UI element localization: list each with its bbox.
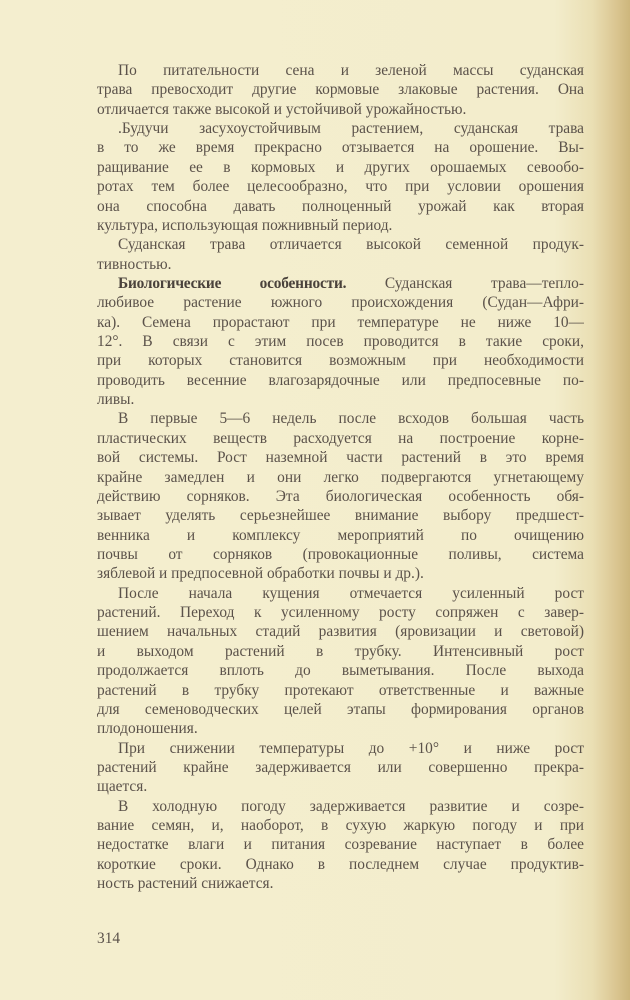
line-text: щается.: [97, 778, 148, 796]
text-line: [97, 371, 584, 390]
text-line: [97, 874, 584, 893]
line-text: трава превосходит другие кормовые злаковые растения. Она: [97, 81, 584, 99]
text-line: [97, 506, 584, 525]
text-line: [97, 700, 584, 719]
line-text: 12°. В связи с этим посев проводится в такие сроки,: [97, 333, 584, 351]
line-text: любивое растение южного происхождения (Судан—Афри-: [97, 294, 584, 312]
text-line: [97, 487, 584, 506]
text-line: [97, 622, 584, 641]
text-line: [97, 61, 584, 80]
text-line: [97, 777, 584, 796]
line-text: почвы от сорняков (провокационные поливы, система: [97, 545, 584, 563]
line-text: ливы.: [97, 391, 135, 409]
text-line: [97, 80, 584, 99]
line-text: продолжается вплоть до выметывания. После выхода: [97, 662, 584, 680]
line-text: крайне замедлен и они легко подвергаются угнетающему: [97, 468, 584, 486]
line-text: пластических веществ расходуется на построение корне-: [97, 429, 584, 447]
line-text: После начала кущения отмечается усиленный рост: [118, 584, 584, 602]
text-line: [97, 448, 584, 467]
text-line: [97, 235, 584, 254]
line-text: отличается также высокой и устойчивой урожайностью.: [97, 100, 467, 118]
line-text: растений в трубку протекают ответственные и важные: [97, 681, 584, 699]
paragraph: [97, 235, 584, 274]
text-line: [97, 197, 584, 216]
line-text: для семеноводческих целей этапы формирования органов: [97, 700, 584, 718]
paragraph: [97, 584, 584, 739]
page-body: [97, 61, 584, 893]
paragraph: [97, 409, 584, 583]
text-line: [97, 661, 584, 680]
text-line: [97, 739, 584, 758]
line-text: тивностью.: [97, 255, 172, 273]
text-line: [97, 758, 584, 777]
line-text: шением начальных стадий развития (яровизации и световой): [97, 623, 584, 641]
page-number: 314: [97, 930, 121, 947]
text-line: [97, 216, 584, 235]
line-text: .Будучи засухоустойчивым растением, суданская трава: [118, 120, 584, 138]
section-heading: Биологические особенности.: [118, 274, 347, 292]
text-line: [97, 816, 584, 835]
text-line: [97, 603, 584, 622]
text-line: [97, 100, 584, 119]
line-text: По питательности сена и зеленой массы суданская: [118, 62, 584, 79]
line-text: Суданская трава—тепло-: [384, 274, 584, 292]
text-line: [97, 332, 584, 351]
text-line: [97, 274, 584, 293]
line-text: Суданская трава отличается высокой семенной продук-: [118, 236, 584, 254]
text-line: [97, 584, 584, 603]
paragraph: [97, 61, 584, 119]
line-text: ность растений снижается.: [97, 875, 274, 893]
text-line: [97, 797, 584, 816]
text-line: [97, 255, 584, 274]
text-line: [97, 138, 584, 157]
line-text: зывает уделять серьезнейшее внимание выбору предшест-: [97, 507, 584, 525]
text-line: [97, 429, 584, 448]
text-line: [97, 855, 584, 874]
paragraph: [97, 739, 584, 797]
line-text: вой системы. Рост наземной части растений в это время: [97, 449, 584, 467]
line-text: венника и комплексу мероприятий по очищению: [97, 526, 584, 544]
line-text: и выходом растений в трубку. Интенсивный рост: [97, 642, 584, 660]
text-line: [97, 119, 584, 138]
line-text: растений крайне задерживается или совершенно прекра-: [97, 758, 584, 776]
line-text: при которых становится возможным при необходимости: [97, 352, 584, 370]
text-line: [97, 409, 584, 428]
line-text: При снижении температуры до +10° и ниже рост: [118, 739, 584, 757]
text-line: [97, 545, 584, 564]
text-line: [97, 719, 584, 738]
text-line: [97, 293, 584, 312]
line-text: зяблевой и предпосевной обработки почвы и др.).: [97, 565, 424, 583]
line-text: растений. Переход к усиленному росту сопряжен с завер-: [97, 604, 584, 622]
text-line: [97, 158, 584, 177]
line-text: недостатке влаги и питания созревание наступает в более: [97, 836, 584, 854]
text-line: [97, 177, 584, 196]
line-text: В первые 5—6 недель после всходов большая часть: [118, 410, 584, 428]
text-line: [97, 468, 584, 487]
line-text: В холодную погоду задерживается развитие и созре-: [118, 797, 584, 815]
text-line: [97, 835, 584, 854]
line-text: культура, использующая пожнивный период.: [97, 216, 393, 234]
line-text: она способна давать полноценный урожай как вторая: [97, 197, 584, 215]
text-line: [97, 642, 584, 661]
line-text: ращивание ее в кормовых и других орошаемых севообо-: [97, 158, 584, 176]
text-line: [97, 313, 584, 332]
paragraph: [97, 119, 584, 235]
line-text: проводить весенние влагозарядочные или предпосевные по-: [97, 371, 584, 389]
line-text: короткие сроки. Однако в последнем случае продуктив-: [97, 855, 584, 873]
paragraph: [97, 797, 584, 894]
line-text: вание семян, и, наоборот, в сухую жаркую погоду и при: [97, 817, 584, 835]
paragraph: [97, 274, 584, 410]
line-text: плодоношения.: [97, 720, 198, 738]
text-line: [97, 681, 584, 700]
text-line: [97, 564, 584, 583]
line-text: ротах тем более целесообразно, что при условии орошения: [97, 178, 584, 196]
line-text: в то же время прекрасно отзывается на орошение. Вы-: [97, 139, 584, 157]
text-line: [97, 351, 584, 370]
text-line: [97, 390, 584, 409]
line-text: ка). Семена прорастают при температуре не ниже 10—: [97, 313, 584, 331]
line-text: действию сорняков. Эта биологическая особенность обя-: [97, 487, 584, 505]
text-line: [97, 526, 584, 545]
